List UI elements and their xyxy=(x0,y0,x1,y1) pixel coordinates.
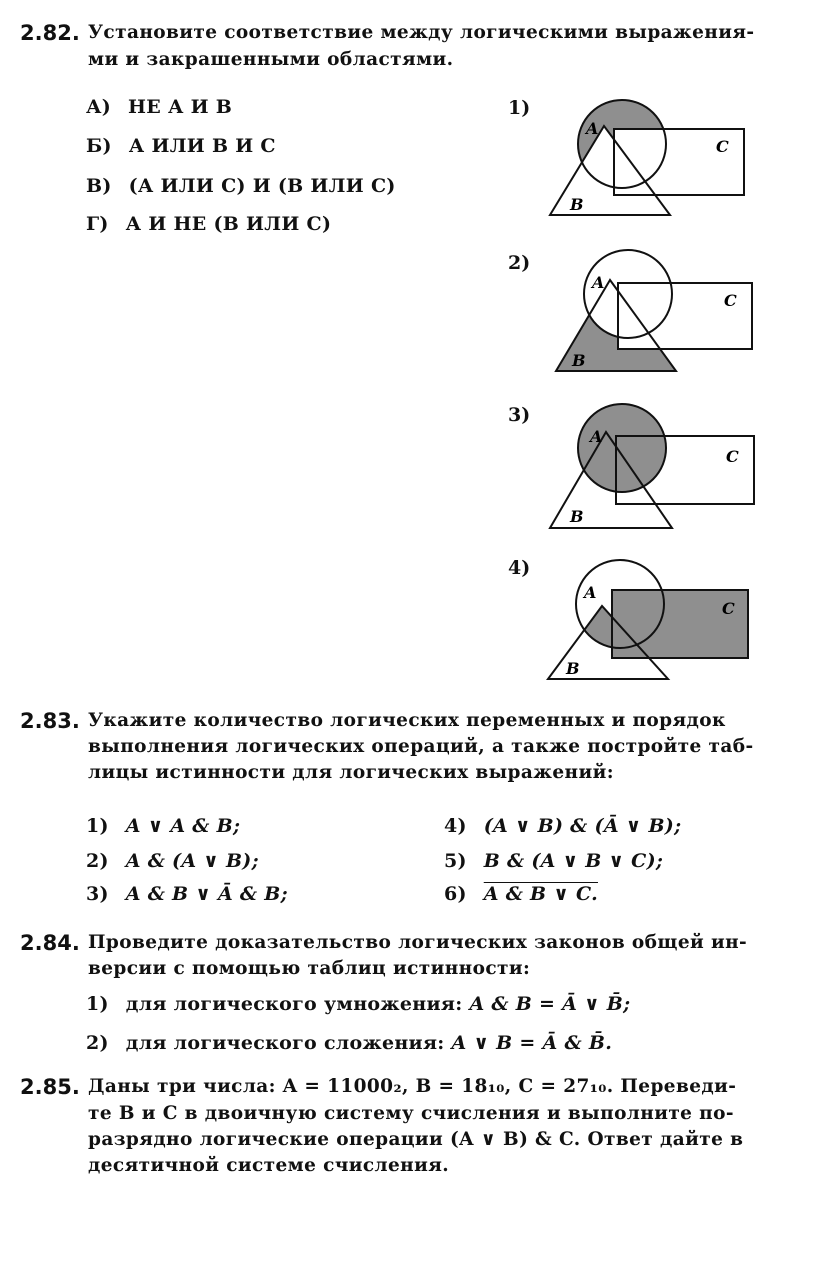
label-c: C xyxy=(726,447,739,466)
problem-2-85-line-3: разрядно логические операции (A ∨ B) & C. Ответ дайте в xyxy=(88,1129,744,1150)
venn-figure-3 xyxy=(546,402,760,534)
expr-item-2-formula: A & (A ∨ B); xyxy=(125,850,259,872)
label-a: A xyxy=(586,119,599,138)
venn-figure-2 xyxy=(552,248,762,380)
problem-2-83-line-3: лицы истинности для логических выражений: xyxy=(88,762,614,783)
option-d-text: А И НЕ (В ИЛИ С) xyxy=(125,213,332,235)
expr-item-4-number: 4) xyxy=(444,815,467,837)
problem-2-82-line-2: ми и закрашенными областями. xyxy=(88,49,454,70)
label-a: A xyxy=(584,583,597,602)
law-item-2-number: 2) xyxy=(86,1032,109,1054)
expr-item-1-number: 1) xyxy=(86,815,109,837)
problem-2-85-line-2: те B и C в двоичную систему счисления и выполните по- xyxy=(88,1103,734,1124)
law-item-2 xyxy=(86,1032,612,1054)
expr-item-4-formula: (A ∨ B) & (Ā ∨ B); xyxy=(483,815,682,837)
option-d-label: Г) xyxy=(86,213,109,235)
expr-item-1-formula: A ∨ A & B; xyxy=(125,815,241,837)
figure-1-label: 1) xyxy=(508,97,531,119)
label-c: C xyxy=(716,137,729,156)
expr-item-6-formula: A & B ∨ C. xyxy=(483,883,598,905)
venn-figure-1 xyxy=(546,92,756,224)
problem-2-85-number: 2.85. xyxy=(20,1075,80,1099)
problem-2-82-number: 2.82. xyxy=(20,21,80,45)
label-a: A xyxy=(590,427,603,446)
expr-item-1 xyxy=(86,815,240,837)
problem-2-84-line-2: версии с помощью таблиц истинности: xyxy=(88,958,531,979)
problem-2-84-number: 2.84. xyxy=(20,931,80,955)
law-item-1 xyxy=(86,993,630,1015)
label-c: C xyxy=(722,599,735,618)
law-item-1-number: 1) xyxy=(86,993,109,1015)
problem-2-83-line-1: Укажите количество логических переменных и порядок xyxy=(88,710,726,731)
law-item-1-formula: A & B = Ā ∨ B̄; xyxy=(469,993,631,1015)
label-b: B xyxy=(572,351,586,370)
problem-2-84-line-1: Проведите доказательство логических законов общей ин- xyxy=(88,932,748,953)
option-d xyxy=(86,213,331,235)
law-item-2-prefix: для логического сложения: xyxy=(125,1032,445,1054)
expr-item-6 xyxy=(444,883,598,905)
law-item-2-formula: A ∨ B = Ā & B̄. xyxy=(451,1032,613,1054)
law-item-1-prefix: для логического умножения: xyxy=(125,993,463,1015)
figure-3-label: 3) xyxy=(508,404,531,426)
option-c-text: (А ИЛИ С) И (В ИЛИ С) xyxy=(128,175,396,197)
venn-figure-4 xyxy=(544,556,758,686)
problem-2-85-line-4: десятичной системе счисления. xyxy=(88,1155,450,1176)
expr-item-3-formula: A & B ∨ Ā & B; xyxy=(125,883,288,905)
option-b-text: А ИЛИ В И С xyxy=(128,135,276,157)
expr-item-5 xyxy=(444,850,663,872)
expr-item-6-number: 6) xyxy=(444,883,467,905)
label-b: B xyxy=(566,659,580,678)
figure-2-label: 2) xyxy=(508,252,531,274)
problem-2-83-line-2: выполнения логических операций, а также постройте таб- xyxy=(88,736,754,757)
expr-item-3 xyxy=(86,883,288,905)
label-b: B xyxy=(570,195,584,214)
problem-2-82-line-1: Установите соответствие между логическими выражения- xyxy=(88,22,755,43)
problem-2-85-line-1: Даны три числа: A = 11000₂, B = 18₁₀, C = 27₁₀. Переведи- xyxy=(88,1076,737,1097)
problem-2-83-number: 2.83. xyxy=(20,709,80,733)
option-b-label: Б) xyxy=(86,135,112,157)
expr-item-4 xyxy=(444,815,681,837)
label-b: B xyxy=(570,507,584,526)
option-a-label: А) xyxy=(86,96,112,118)
option-b xyxy=(86,135,276,157)
option-c-label: В) xyxy=(86,175,112,197)
option-c xyxy=(86,175,396,197)
expr-item-5-number: 5) xyxy=(444,850,467,872)
expr-item-2 xyxy=(86,850,259,872)
option-a-text: НЕ А И В xyxy=(128,96,233,118)
expr-item-3-number: 3) xyxy=(86,883,109,905)
expr-item-2-number: 2) xyxy=(86,850,109,872)
expr-item-5-formula: B & (A ∨ B ∨ C); xyxy=(483,850,664,872)
label-c: C xyxy=(724,291,737,310)
option-a xyxy=(86,96,232,118)
label-a: A xyxy=(592,273,605,292)
figure-4-label: 4) xyxy=(508,557,531,579)
